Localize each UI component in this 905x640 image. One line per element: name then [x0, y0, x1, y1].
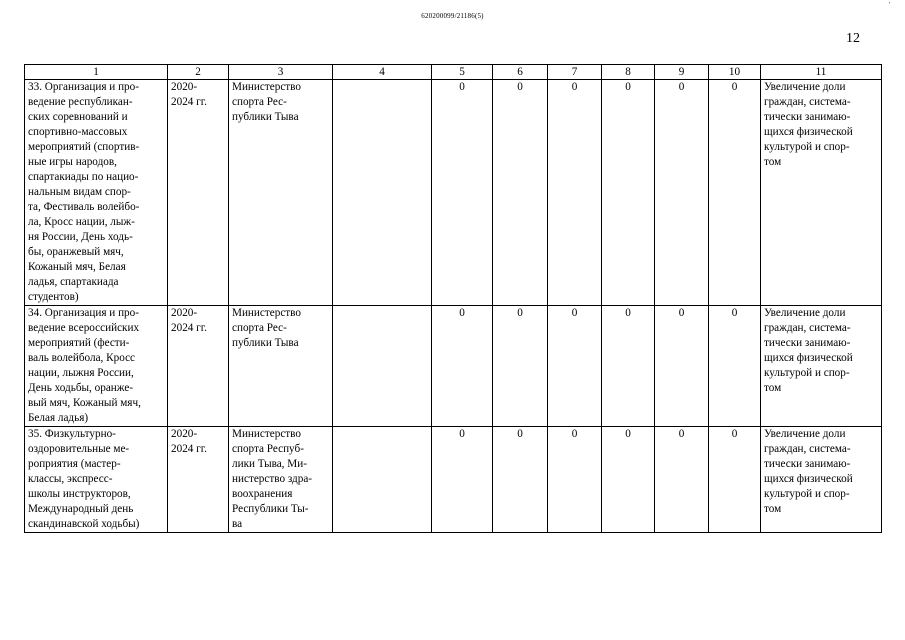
- value-cell: 0: [709, 427, 761, 533]
- value-cell: 0: [493, 306, 548, 427]
- table-row: [25, 80, 882, 306]
- period-cell: 2020- 2024 гг.: [168, 80, 229, 306]
- value-cell: 0: [655, 427, 709, 533]
- executor-cell: Министерство спорта Рес- публики Тыва: [229, 80, 333, 306]
- value-cell: 0: [709, 306, 761, 427]
- value-cell: 0: [709, 80, 761, 306]
- value-cell: 0: [548, 306, 602, 427]
- activity-cell: 34. Организация и про- ведение всероссийских мероприятий (фести- валь волейбола, Кросс нации, лыжня России, День ходьбы, оранже- вый мяч, Кожаный мяч, Белая ладья): [25, 306, 168, 427]
- value-cell: 0: [602, 80, 655, 306]
- value-cell: 0: [602, 427, 655, 533]
- value-cell: 0: [493, 427, 548, 533]
- header-cell-5: 5: [432, 65, 493, 80]
- value-cell: 0: [548, 427, 602, 533]
- empty-cell: [333, 306, 432, 427]
- empty-cell: [333, 427, 432, 533]
- header-cell-3: 3: [229, 65, 333, 80]
- program-table: [24, 64, 882, 533]
- activity-cell: 33. Организация и про- ведение республикан- ских соревнований и спортивно-массовых мероприятий (спортив- ные игры народов, спартакиады по нацио- нальным видам спор- та, Фестиваль волейбо- ла, Кросс нации, лыж- ня России, День ходь- бы, оранжевый мяч, Кожаный мяч, Белая ладья, спартакиада студентов): [25, 80, 168, 306]
- header-cell-4: 4: [333, 65, 432, 80]
- header-cell-6: 6: [493, 65, 548, 80]
- header-cell-9: 9: [655, 65, 709, 80]
- result-cell: Увеличение доли граждан, система- тически занимаю- щихся физической культурой и спор- том: [761, 80, 882, 306]
- header-cell-2: 2: [168, 65, 229, 80]
- header-cell-10: 10: [709, 65, 761, 80]
- header-row: [25, 65, 882, 80]
- table-row: [25, 306, 882, 427]
- header-cell-11: 11: [761, 65, 882, 80]
- table-row: [25, 427, 882, 533]
- value-cell: 0: [602, 306, 655, 427]
- value-cell: 0: [493, 80, 548, 306]
- header-cell-7: 7: [548, 65, 602, 80]
- value-cell: 0: [432, 80, 493, 306]
- result-cell: Увеличение доли граждан, система- тически занимаю- щихся физической культурой и спор- том: [761, 306, 882, 427]
- value-cell: 0: [432, 427, 493, 533]
- executor-cell: Министерство спорта Респуб- лики Тыва, Ми- нистерство здра- воохранения Республики Ты- ва: [229, 427, 333, 533]
- period-cell: 2020- 2024 гг.: [168, 427, 229, 533]
- header-cell-8: 8: [602, 65, 655, 80]
- document-id: 620200099/21186(5): [421, 12, 484, 20]
- value-cell: 0: [548, 80, 602, 306]
- executor-cell: Министерство спорта Рес- публики Тыва: [229, 306, 333, 427]
- activity-cell: 35. Физкультурно- оздоровительные ме- роприятия (мастер- классы, экспресс- школы инструкторов, Международный день скандинавской ходьбы): [25, 427, 168, 533]
- value-cell: 0: [432, 306, 493, 427]
- value-cell: 0: [655, 80, 709, 306]
- header-cell-1: 1: [25, 65, 168, 80]
- period-cell: 2020- 2024 гг.: [168, 306, 229, 427]
- page-number: 12: [846, 31, 860, 46]
- corner-mark: ': [889, 2, 891, 8]
- result-cell: Увеличение доли граждан, система- тически занимаю- щихся физической культурой и спор- том: [761, 427, 882, 533]
- value-cell: 0: [655, 306, 709, 427]
- empty-cell: [333, 80, 432, 306]
